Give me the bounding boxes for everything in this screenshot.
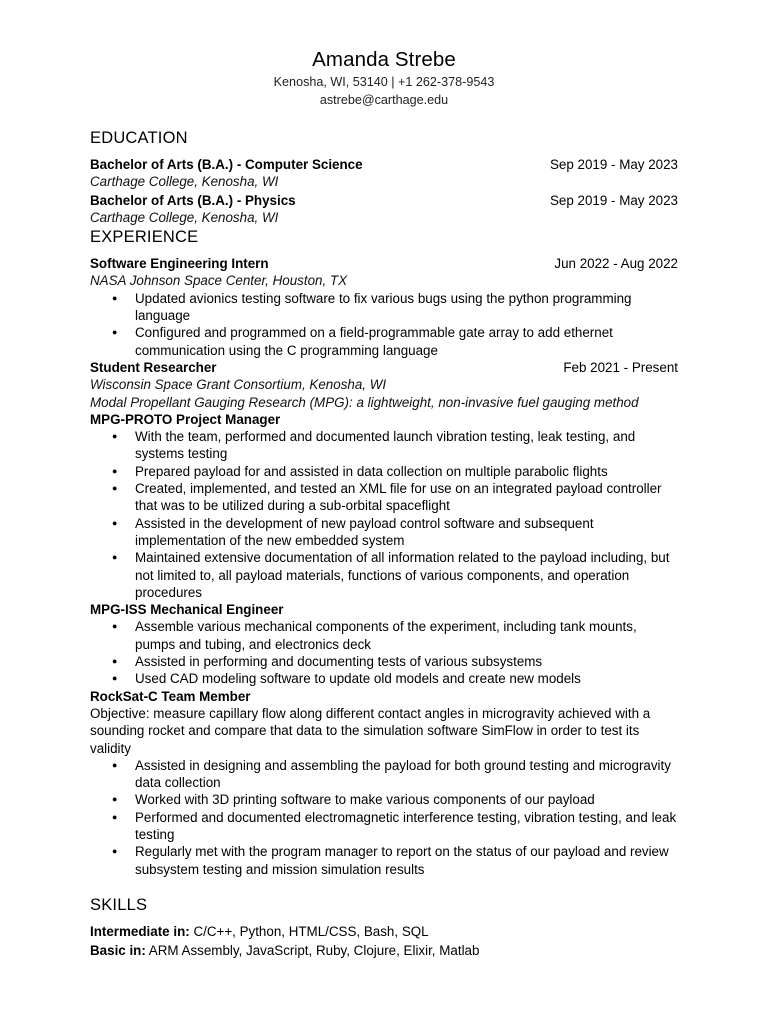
skills-basic-label: Basic in: bbox=[90, 943, 146, 959]
experience-section bbox=[90, 226, 678, 878]
candidate-name: Amanda Strebe bbox=[312, 48, 456, 71]
experience-heading: EXPERIENCE bbox=[90, 228, 199, 247]
education-section bbox=[90, 127, 678, 226]
list-item: ● Created, implemented, and tested an XML file for use on an integrated payload controller that was to be utilized during a sub-orbital spaceflight bbox=[135, 480, 678, 515]
list-item: ● Worked with 3D printing software to make various components of our payload bbox=[135, 791, 678, 808]
contact-email: astrebe@carthage.edu bbox=[319, 92, 449, 107]
list-item: ● Assemble various mechanical components of the experiment, including tank mounts, pumps and tubing, and electronics deck bbox=[135, 618, 678, 653]
job-intern bbox=[90, 255, 678, 359]
subrole-bullets bbox=[90, 757, 678, 878]
subrole-title: RockSat-C Team Member bbox=[90, 688, 251, 704]
resume-header bbox=[90, 46, 678, 109]
subrole-bullets bbox=[90, 618, 678, 687]
list-item: ● Regularly met with the program manager to report on the status of our payload and review subsystem testing and mission simulation results bbox=[135, 843, 678, 878]
skills-basic bbox=[90, 942, 678, 959]
list-item: ● Prepared payload for and assisted in data collection on multiple parabolic flights bbox=[135, 463, 678, 480]
list-item: ● Updated avionics testing software to fix various bugs using the python programming language bbox=[135, 290, 678, 325]
subrole-title: MPG-PROTO Project Manager bbox=[90, 411, 281, 427]
list-item: ● Assisted in performing and documenting tests of various subsystems bbox=[135, 653, 678, 670]
education-entry bbox=[90, 192, 678, 227]
degree-title: Bachelor of Arts (B.A.) - Physics bbox=[90, 192, 296, 208]
list-item: ● With the team, performed and documented launch vibration testing, leak testing, and systems testing bbox=[135, 428, 678, 463]
job-dates: Feb 2021 - Present bbox=[563, 359, 678, 375]
objective-text: Objective: measure capillary flow along different contact angles in microgravity achieved with a sounding rocket and compare that data to the simulation software SimFlow in order to test its validity bbox=[90, 705, 651, 756]
job-organization: NASA Johnson Space Center, Houston, TX bbox=[90, 273, 348, 289]
job-role: Software Engineering Intern bbox=[90, 256, 269, 272]
degree-dates: Sep 2019 - May 2023 bbox=[549, 157, 678, 172]
list-item: ● Used CAD modeling software to update old models and create new models bbox=[135, 670, 678, 687]
job-role: Student Researcher bbox=[90, 359, 217, 375]
list-item: ● Assisted in designing and assembling the payload for both ground testing and microgravity data collection bbox=[135, 757, 678, 792]
job-researcher bbox=[90, 359, 678, 878]
school-name: Carthage College, Kenosha, WI bbox=[90, 209, 279, 225]
education-entry bbox=[90, 156, 678, 191]
job-dates: Jun 2022 - Aug 2022 bbox=[554, 256, 678, 272]
job-bullets bbox=[90, 290, 678, 359]
school-name: Carthage College, Kenosha, WI bbox=[90, 174, 279, 190]
subrole-bullets bbox=[90, 428, 678, 601]
subrole-title: MPG-ISS Mechanical Engineer bbox=[90, 602, 284, 618]
list-item: ● Maintained extensive documentation of all information related to the payload including, but not limited to, all payload materials, functions of various components, and operation procedures bbox=[135, 549, 678, 601]
project-description: Modal Propellant Gauging Research (MPG): a lightweight, non-invasive fuel gauging method bbox=[90, 394, 639, 410]
education-heading: EDUCATION bbox=[90, 129, 188, 147]
degree-dates: Sep 2019 - May 2023 bbox=[549, 192, 678, 208]
skills-intermediate-value: C/C++, Python, HTML/CSS, Bash, SQL bbox=[189, 923, 429, 939]
contact-address-phone: Kenosha, WI, 53140 | +1 262-378-9543 bbox=[273, 75, 495, 89]
degree-title: Bachelor of Arts (B.A.) - Computer Science bbox=[90, 157, 363, 172]
skills-intermediate bbox=[90, 923, 678, 940]
skills-basic-value: ARM Assembly, JavaScript, Ruby, Clojure, Elixir, Matlab bbox=[145, 943, 480, 959]
list-item: ● Configured and programmed on a field-programmable gate array to add ethernet communication using the C programming language bbox=[135, 324, 678, 359]
list-item: ● Performed and documented electromagnetic interference testing, vibration testing, and leak testing bbox=[135, 809, 678, 844]
job-organization: Wisconsin Space Grant Consortium, Kenosha, WI bbox=[90, 377, 387, 393]
skills-section bbox=[90, 894, 678, 960]
list-item: ● Assisted in the development of new payload control software and subsequent implementation of the new embedded system bbox=[135, 515, 678, 550]
skills-heading: SKILLS bbox=[90, 895, 148, 914]
skills-intermediate-label: Intermediate in: bbox=[90, 923, 190, 939]
